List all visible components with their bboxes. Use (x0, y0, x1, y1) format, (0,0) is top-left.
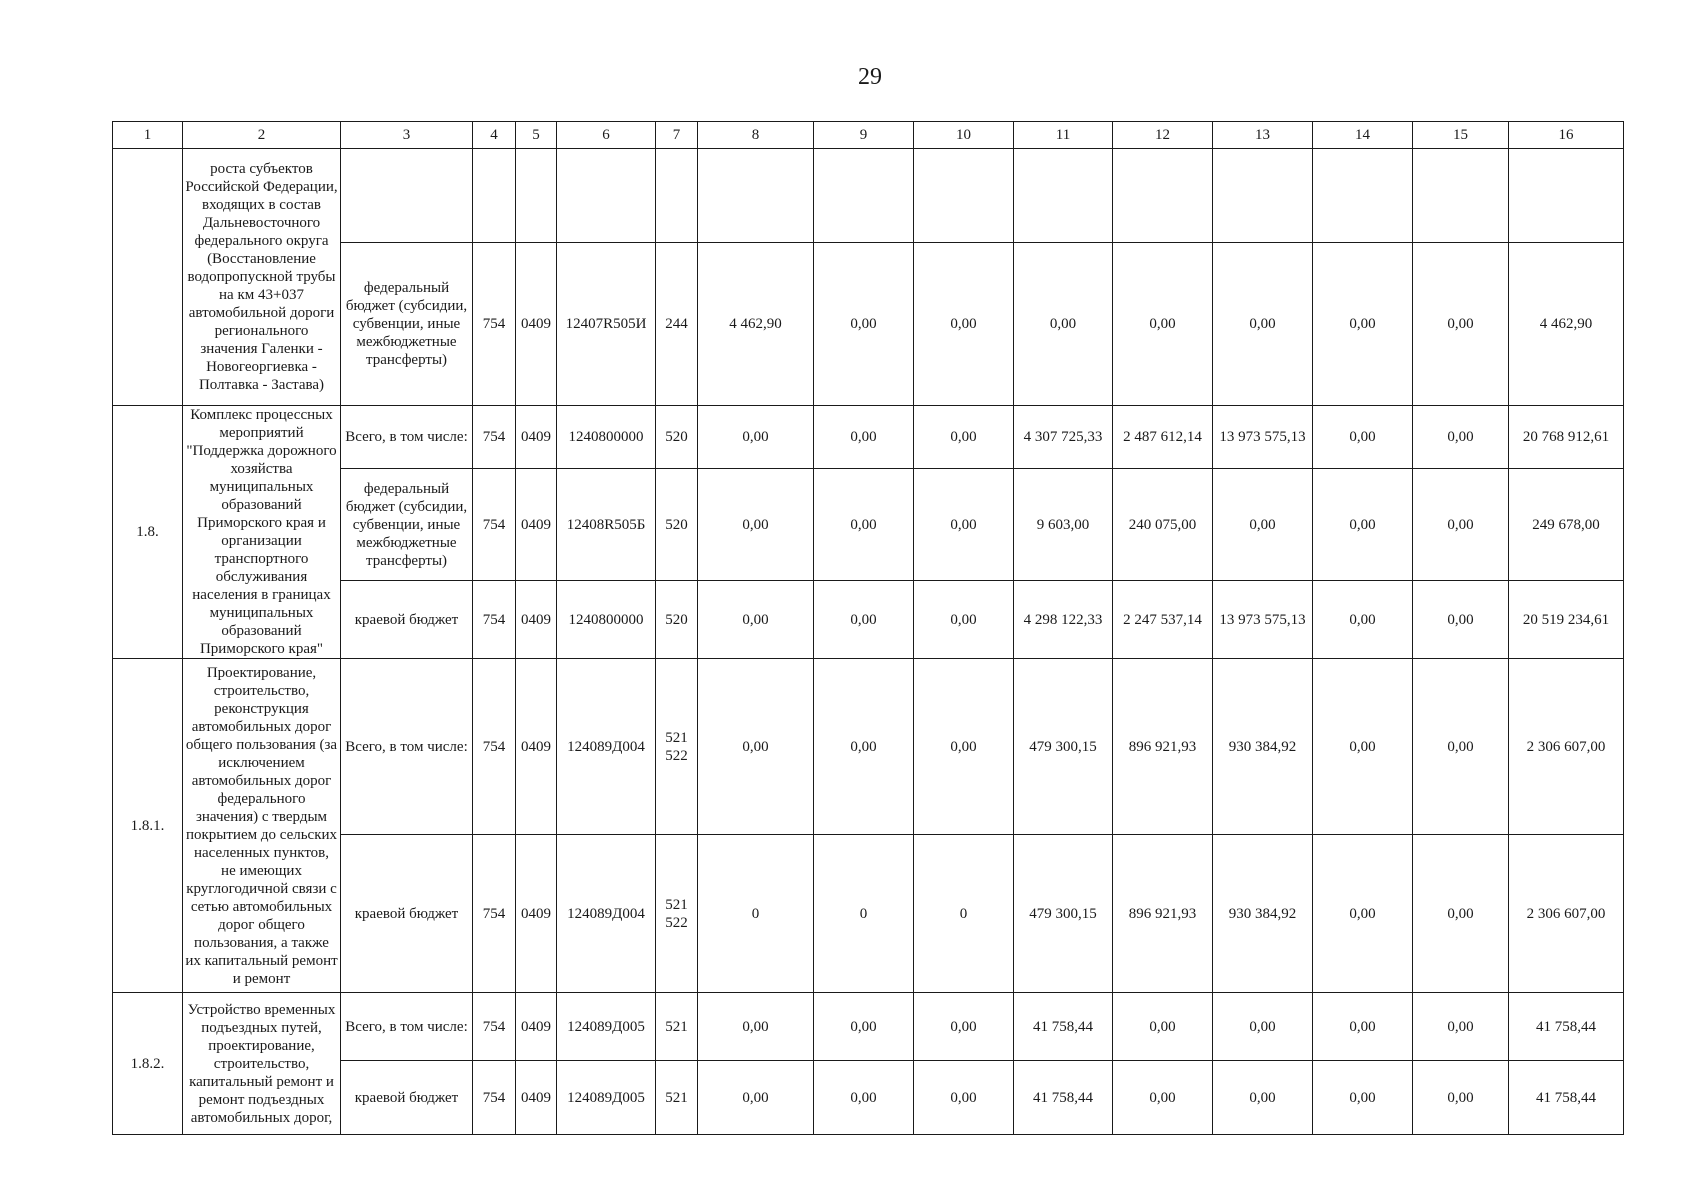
row-number: 1.8.1. (113, 659, 183, 993)
value-cell: 0,00 (698, 659, 814, 835)
page-number: 29 (858, 64, 882, 90)
value-cell: 0,00 (1413, 468, 1509, 580)
cell-c4: 754 (473, 406, 516, 469)
cell-c6: 1240800000 (557, 406, 656, 469)
value-cell: 2 306 607,00 (1509, 835, 1624, 993)
value-cell: 0,00 (1313, 468, 1413, 580)
funding-source: Всего, в том числе: (341, 659, 473, 835)
cell-c5: 0409 (516, 835, 557, 993)
cell-c5: 0409 (516, 406, 557, 469)
funding-source: краевой бюджет (341, 581, 473, 659)
value-cell: 249 678,00 (1509, 468, 1624, 580)
value-cell: 0,00 (914, 659, 1014, 835)
cell-c7-line: 522 (665, 747, 688, 764)
value-cell: 0,00 (1413, 581, 1509, 659)
value-cell: 0,00 (698, 993, 814, 1061)
value-cell: 0,00 (1413, 659, 1509, 835)
value-cell: 0 (698, 835, 814, 993)
value-cell: 0,00 (814, 243, 914, 406)
value-cell: 0,00 (1413, 993, 1509, 1061)
value-cell: 0,00 (1113, 993, 1213, 1061)
value-cell: 41 758,44 (1014, 993, 1113, 1061)
row-name: роста субъектов Российской Федерации, входящих в состав Дальневосточного федерального округа (Восстановление водопропускной трубы на км 43+037 автомобильной дороги регионального значения Галенки - Новогеоргиевка - Полтавка - Застава) (183, 149, 341, 406)
value-cell: 41 758,44 (1014, 1061, 1113, 1135)
header-cell: 16 (1509, 122, 1624, 149)
cell-c4: 754 (473, 243, 516, 406)
value-cell: 896 921,93 (1113, 835, 1213, 993)
cell-c7 (656, 659, 698, 835)
header-cell: 7 (656, 122, 698, 149)
value-cell: 0,00 (698, 406, 814, 469)
value-cell: 0,00 (814, 406, 914, 469)
cell-c6: 12407R505И (557, 243, 656, 406)
value-cell: 0,00 (814, 659, 914, 835)
cell-c5: 0409 (516, 659, 557, 835)
cell-c7: 520 (656, 581, 698, 659)
cell-c4: 754 (473, 581, 516, 659)
value-cell: 0,00 (1213, 243, 1313, 406)
cell-c4: 754 (473, 468, 516, 580)
cell-c6: 124089Д005 (557, 1061, 656, 1135)
value-cell: 896 921,93 (1113, 659, 1213, 835)
cell-c5: 0409 (516, 1061, 557, 1135)
cell-c6: 12408R505Б (557, 468, 656, 580)
value-cell: 0,00 (1413, 1061, 1509, 1135)
cell-c5: 0409 (516, 243, 557, 406)
funding-source: федеральный бюджет (субсидии, субвенции, иные межбюджетные трансферты) (341, 468, 473, 580)
row-name: Комплекс процессных мероприятий "Поддержка дорожного хозяйства муниципальных образований Приморского края и организации транспортного обслуживания населения в границах муниципальных образований Приморского края" (183, 406, 341, 659)
value-cell: 930 384,92 (1213, 835, 1313, 993)
value-cell: 0,00 (1014, 243, 1113, 406)
row-number: 1.8.2. (113, 993, 183, 1135)
value-cell: 479 300,15 (1014, 659, 1113, 835)
value-cell: 4 298 122,33 (1014, 581, 1113, 659)
cell-c4: 754 (473, 835, 516, 993)
funding-source: федеральный бюджет (субсидии, субвенции, иные межбюджетные трансферты) (341, 243, 473, 406)
cell-c4: 754 (473, 993, 516, 1061)
header-cell: 1 (113, 122, 183, 149)
value-cell: 4 462,90 (698, 243, 814, 406)
cell-c5: 0409 (516, 468, 557, 580)
funding-source: Всего, в том числе: (341, 993, 473, 1061)
header-cell: 6 (557, 122, 656, 149)
cell-c6: 124089Д004 (557, 835, 656, 993)
header-cell: 10 (914, 122, 1014, 149)
budget-table (112, 121, 1624, 1135)
cell-c4: 754 (473, 659, 516, 835)
cell-c7: 520 (656, 468, 698, 580)
cell-c7: 244 (656, 243, 698, 406)
value-cell: 0,00 (1413, 406, 1509, 469)
value-cell: 2 487 612,14 (1113, 406, 1213, 469)
value-cell: 0,00 (814, 468, 914, 580)
funding-source: Всего, в том числе: (341, 406, 473, 469)
cell-c7: 521 (656, 993, 698, 1061)
value-cell: 0,00 (1313, 993, 1413, 1061)
value-cell: 0,00 (914, 406, 1014, 469)
cell-c7-line: 521 (665, 896, 688, 913)
funding-source: краевой бюджет (341, 835, 473, 993)
header-cell: 8 (698, 122, 814, 149)
header-cell: 15 (1413, 122, 1509, 149)
value-cell: 41 758,44 (1509, 993, 1624, 1061)
value-cell: 0,00 (1313, 406, 1413, 469)
cell-c6: 124089Д005 (557, 993, 656, 1061)
cell-c7: 520 (656, 406, 698, 469)
value-cell: 930 384,92 (1213, 659, 1313, 835)
table-row (113, 406, 1624, 469)
cell-c5: 0409 (516, 581, 557, 659)
row-name: Проектирование, строительство, реконструкция автомобильных дорог общего пользования (за исключением автомобильных дорог федерального значения) с твердым покрытием до сельских населенных пунктов, не имеющих круглогодичной связи с сетью автомобильных дорог общего пользования, а также их капитальный ремонт и ремонт (183, 659, 341, 993)
value-cell: 20 768 912,61 (1509, 406, 1624, 469)
value-cell: 0,00 (814, 993, 914, 1061)
value-cell: 0,00 (1313, 1061, 1413, 1135)
cell-c4: 754 (473, 1061, 516, 1135)
value-cell: 0,00 (1313, 243, 1413, 406)
value-cell: 0,00 (1113, 1061, 1213, 1135)
value-cell: 0,00 (1313, 835, 1413, 993)
cell-c5: 0409 (516, 993, 557, 1061)
value-cell: 0,00 (914, 468, 1014, 580)
value-cell: 0,00 (1213, 993, 1313, 1061)
header-cell: 11 (1014, 122, 1113, 149)
cell-c6: 1240800000 (557, 581, 656, 659)
table-row (113, 659, 1624, 835)
value-cell: 2 247 537,14 (1113, 581, 1213, 659)
value-cell: 0,00 (914, 993, 1014, 1061)
value-cell: 0,00 (1113, 243, 1213, 406)
value-cell: 0,00 (914, 243, 1014, 406)
value-cell: 0,00 (814, 1061, 914, 1135)
value-cell: 240 075,00 (1113, 468, 1213, 580)
header-cell: 14 (1313, 122, 1413, 149)
value-cell: 20 519 234,61 (1509, 581, 1624, 659)
value-cell: 0,00 (1413, 243, 1509, 406)
table-row (113, 993, 1624, 1061)
value-cell: 0,00 (1313, 659, 1413, 835)
cell-c7-line: 522 (665, 914, 688, 931)
value-cell: 0,00 (1213, 1061, 1313, 1135)
header-cell: 5 (516, 122, 557, 149)
header-cell: 12 (1113, 122, 1213, 149)
value-cell: 0,00 (1213, 468, 1313, 580)
value-cell: 0,00 (1313, 581, 1413, 659)
value-cell: 0,00 (814, 581, 914, 659)
row-number: 1.8. (113, 406, 183, 659)
row-number (113, 149, 183, 406)
cell-c6: 124089Д004 (557, 659, 656, 835)
value-cell: 13 973 575,13 (1213, 581, 1313, 659)
value-cell: 0,00 (1413, 835, 1509, 993)
value-cell: 0,00 (698, 581, 814, 659)
value-cell: 2 306 607,00 (1509, 659, 1624, 835)
value-cell: 4 462,90 (1509, 243, 1624, 406)
header-row (113, 122, 1624, 149)
table-row (113, 149, 1624, 243)
value-cell: 0,00 (698, 1061, 814, 1135)
cell-c7 (656, 835, 698, 993)
header-cell: 13 (1213, 122, 1313, 149)
value-cell: 0,00 (698, 468, 814, 580)
value-cell: 4 307 725,33 (1014, 406, 1113, 469)
header-cell: 3 (341, 122, 473, 149)
value-cell: 13 973 575,13 (1213, 406, 1313, 469)
value-cell: 9 603,00 (1014, 468, 1113, 580)
header-cell: 2 (183, 122, 341, 149)
value-cell: 0,00 (914, 581, 1014, 659)
funding-source: краевой бюджет (341, 1061, 473, 1135)
row-name: Устройство временных подъездных путей, проектирование, строительство, капитальный ремонт и ремонт подъездных автомобильных дорог, (183, 993, 341, 1135)
header-cell: 9 (814, 122, 914, 149)
value-cell: 0,00 (914, 1061, 1014, 1135)
value-cell: 0 (814, 835, 914, 993)
cell-c7-line: 521 (665, 729, 688, 746)
value-cell: 0 (914, 835, 1014, 993)
value-cell: 479 300,15 (1014, 835, 1113, 993)
header-cell: 4 (473, 122, 516, 149)
cell-c7: 521 (656, 1061, 698, 1135)
value-cell: 41 758,44 (1509, 1061, 1624, 1135)
